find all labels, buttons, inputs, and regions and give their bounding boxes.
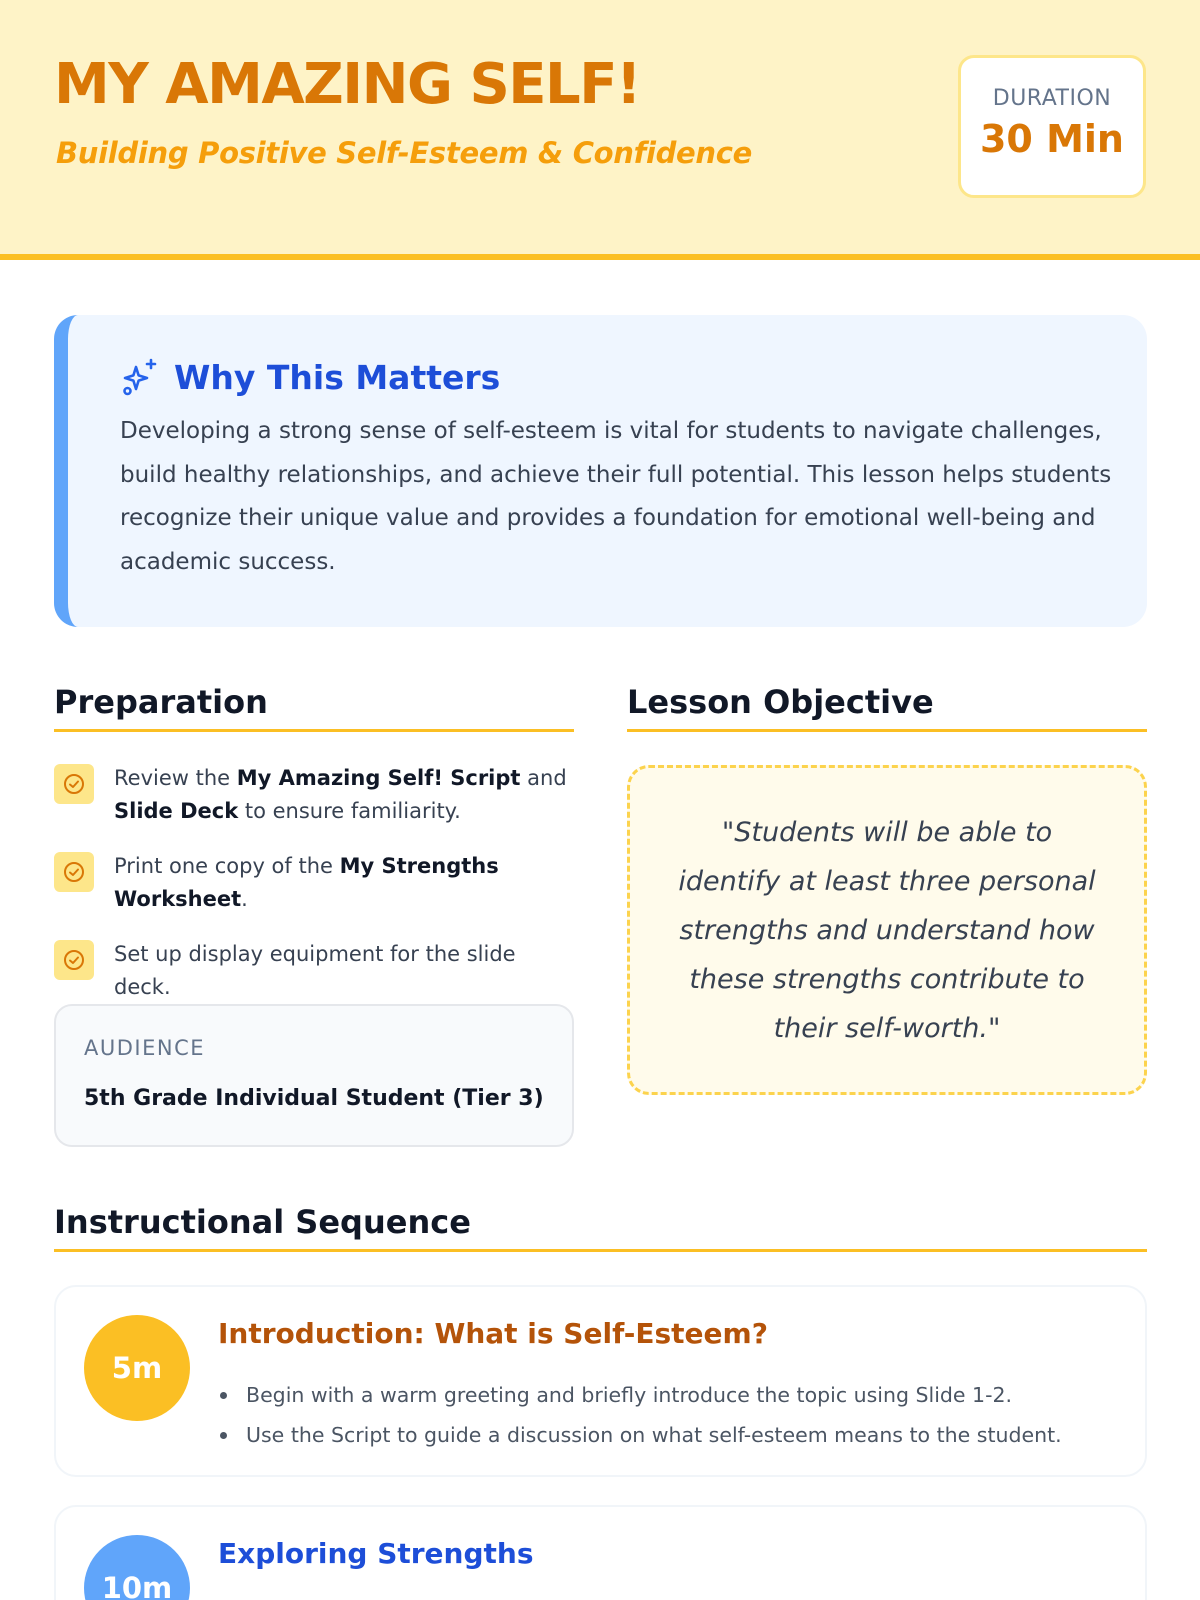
sequence-step	[54, 1285, 1147, 1477]
preparation-list	[54, 762, 574, 1026]
preparation-heading: Preparation	[54, 683, 574, 732]
list-item	[54, 762, 574, 828]
duration-card	[958, 55, 1146, 198]
why-this-matters-card	[54, 315, 1147, 627]
objective-text: "Students will be able to identify at least three personal strengths and understand how these strengths contribute to their self-worth."	[678, 816, 1096, 1044]
sequence-step	[54, 1505, 1147, 1600]
duration-badge: 10m	[84, 1535, 190, 1600]
sequence-heading: Instructional Sequence	[54, 1203, 1147, 1252]
duration-value: 30 Min	[979, 117, 1124, 161]
duration-label: DURATION	[992, 86, 1112, 111]
list-item: Use the Script to guide a discussion on what self-esteem means to the student.	[218, 1415, 1062, 1455]
step-bullets	[218, 1375, 1062, 1455]
list-item	[54, 850, 574, 916]
step-title: Exploring Strengths	[218, 1537, 534, 1570]
preparation-item-text: Review the My Amazing Self! Script and Slide Deck to ensure familiarity.	[114, 766, 567, 823]
check-circle-icon	[54, 852, 94, 892]
why-text: Developing a strong sense of self-esteem is vital for students to navigate challenges, build healthy relationships, and achieve their full potential. This lesson helps students recognize their unique value and provides a foundation for emotional well-being and academic success.	[120, 418, 1112, 575]
sparkles-icon	[120, 357, 160, 397]
objective-heading: Lesson Objective	[627, 683, 1147, 732]
page-title: MY AMAZING SELF!	[54, 52, 641, 117]
audience-value: 5th Grade Individual Student (Tier 3)	[84, 1086, 544, 1111]
page-subtitle: Building Positive Self-Esteem & Confidence	[56, 136, 753, 170]
why-header	[120, 357, 500, 397]
step-title: Introduction: What is Self-Esteem?	[218, 1317, 768, 1350]
check-circle-icon	[54, 940, 94, 980]
list-item: Begin with a warm greeting and briefly introduce the topic using Slide 1-2.	[218, 1375, 1062, 1415]
preparation-item-text: Set up display equipment for the slide deck.	[114, 942, 516, 999]
audience-card	[54, 1004, 574, 1147]
audience-label: AUDIENCE	[84, 1036, 206, 1060]
list-item	[54, 938, 574, 1004]
why-title: Why This Matters	[174, 357, 501, 397]
page-header	[0, 0, 1200, 260]
check-circle-icon	[54, 764, 94, 804]
duration-badge: 5m	[84, 1315, 190, 1421]
preparation-item-text: Print one copy of the My Strengths Worksheet.	[114, 854, 499, 911]
objective-card	[627, 765, 1147, 1095]
